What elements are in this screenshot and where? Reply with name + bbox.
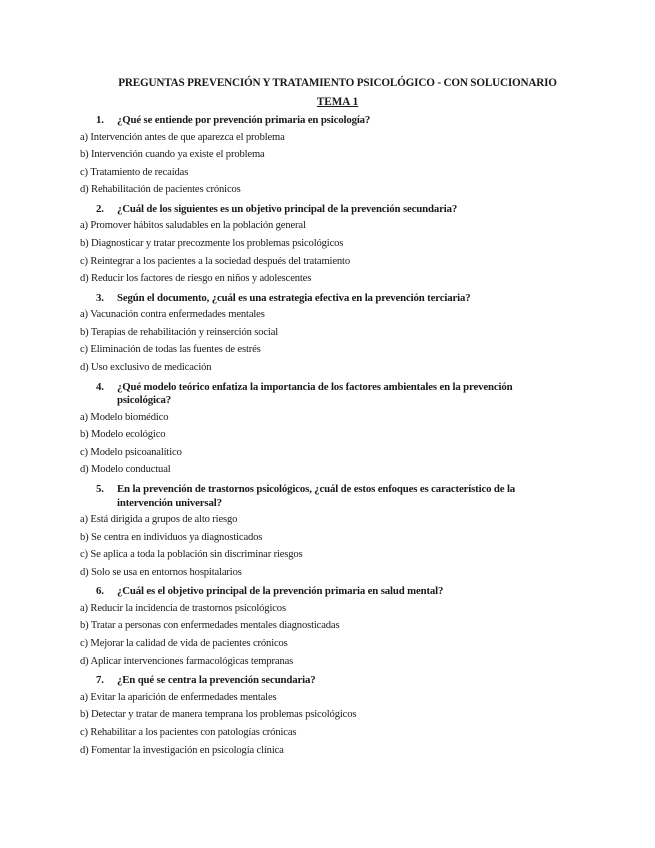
- question-7: [80, 670, 535, 759]
- option-b: b) Se centra en individuos ya diagnosticados: [80, 531, 263, 543]
- question-text: Según el documento, ¿cuál es una estrategia efectiva en la prevención terciaria?: [117, 291, 471, 304]
- option-list: [80, 306, 535, 376]
- question-heading: [80, 670, 535, 689]
- question-heading: [80, 479, 535, 511]
- question-6: [80, 581, 535, 670]
- option-d: d) Fomentar la investigación en psicología clínica: [80, 744, 284, 756]
- option-d: d) Solo se usa en entornos hospitalarios: [80, 566, 242, 578]
- question-number: 2.: [96, 202, 104, 215]
- option-list: [80, 129, 535, 199]
- question-number: 6.: [96, 585, 104, 598]
- option-d: d) Aplicar intervenciones farmacológicas tempranas: [80, 655, 294, 667]
- option-c: c) Se aplica a toda la población sin discriminar riesgos: [80, 549, 303, 561]
- option-a: a) Intervención antes de que aparezca el problema: [80, 131, 285, 143]
- question-heading: [80, 199, 535, 218]
- option-b: b) Modelo ecológico: [80, 429, 166, 441]
- option-b: b) Terapias de rehabilitación y reinserción social: [80, 326, 279, 338]
- document-subtitle: [0, 96, 655, 108]
- document-subtitle-text: TEMA 1: [316, 96, 359, 108]
- document-title-text: PREGUNTAS PREVENCIÓN Y TRATAMIENTO PSICOLÓGICO - CON SOLUCIONARIO: [118, 77, 557, 89]
- option-a: a) Está dirigida a grupos de alto riesgo: [80, 514, 238, 525]
- option-b: b) Intervención cuando ya existe el problema: [80, 149, 265, 161]
- option-b: b) Tratar a personas con enfermedades mentales diagnosticadas: [80, 620, 340, 632]
- option-list: [80, 689, 535, 759]
- question-3: [80, 288, 535, 377]
- option-c: c) Tratamiento de recaídas: [80, 166, 189, 178]
- option-b: b) Detectar y tratar de manera temprana los problemas psicológicos: [80, 709, 357, 721]
- question-number: 4.: [96, 380, 104, 393]
- question-number: 1.: [96, 114, 104, 126]
- question-heading: [80, 288, 535, 307]
- question-text: ¿Qué modelo teórico enfatiza la importancia de los factores ambientales en la prevención psicológica?: [117, 380, 513, 407]
- question-text: ¿Qué se entiende por prevención primaria en psicología?: [117, 114, 371, 126]
- option-d: d) Reducir los factores de riesgo en niños y adolescentes: [80, 273, 312, 285]
- question-text: ¿Cuál es el objetivo principal de la prevención primaria en salud mental?: [117, 585, 444, 598]
- question-2: [80, 199, 535, 288]
- option-c: c) Rehabilitar a los pacientes con patologías crónicas: [80, 726, 297, 738]
- question-number: 3.: [96, 291, 104, 304]
- document-title: [0, 77, 655, 89]
- question-5: [80, 479, 535, 581]
- option-a: a) Promover hábitos saludables en la población general: [80, 220, 306, 232]
- option-a: a) Vacunación contra enfermedades mentales: [80, 309, 265, 321]
- question-text: ¿Cuál de los siguientes es un objetivo principal de la prevención secundaria?: [117, 202, 458, 215]
- option-a: a) Reducir la incidencia de trastornos psicológicos: [80, 602, 286, 614]
- question-heading: [80, 110, 535, 129]
- option-d: d) Modelo conductual: [80, 464, 171, 476]
- question-text: En la prevención de trastornos psicológicos, ¿cuál de estos enfoques es característico de la intervención universal?: [117, 483, 516, 509]
- option-list: [80, 511, 535, 581]
- option-d: d) Uso exclusivo de medicación: [80, 362, 212, 374]
- option-list: [80, 600, 535, 670]
- option-list: [80, 217, 535, 287]
- option-c: c) Modelo psicoanalítico: [80, 446, 182, 458]
- option-d: d) Rehabilitación de pacientes crónicos: [80, 184, 241, 196]
- option-c: c) Reintegrar a los pacientes a la sociedad después del tratamiento: [80, 255, 350, 267]
- questions-list: [80, 110, 535, 759]
- option-b: b) Diagnosticar y tratar precozmente los problemas psicológicos: [80, 237, 344, 249]
- question-number: 5.: [96, 483, 104, 495]
- option-a: a) Modelo biomédico: [80, 411, 169, 423]
- option-c: c) Eliminación de todas las fuentes de estrés: [80, 344, 261, 356]
- question-1: [80, 110, 535, 199]
- question-heading: [80, 377, 535, 409]
- question-heading: [80, 581, 535, 600]
- option-list: [80, 409, 535, 479]
- option-c: c) Mejorar la calidad de vida de pacientes crónicos: [80, 638, 288, 650]
- question-4: [80, 377, 535, 479]
- question-text: ¿En qué se centra la prevención secundaria?: [117, 674, 316, 687]
- option-a: a) Evitar la aparición de enfermedades mentales: [80, 691, 277, 703]
- question-number: 7.: [96, 674, 104, 687]
